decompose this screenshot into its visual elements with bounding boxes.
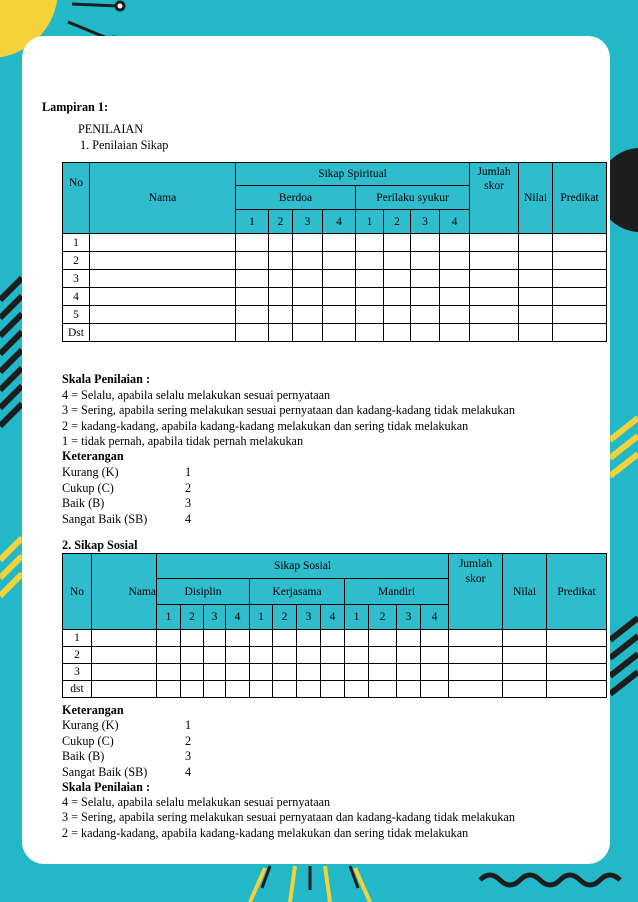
row-no: 1 xyxy=(63,630,92,647)
table-row xyxy=(63,324,607,342)
table-row xyxy=(63,630,607,647)
sikap-spiritual-table xyxy=(62,162,607,342)
score-header: 3 xyxy=(204,605,226,630)
col-no: No xyxy=(63,554,92,630)
skala-item: 1 = tidak pernah, apabila tidak pernah melakukan xyxy=(62,434,304,448)
skala-title: Skala Penilaian : xyxy=(62,780,151,794)
table-row xyxy=(63,306,607,324)
list-item: Baik (B) 3 xyxy=(62,496,192,510)
row-no: dst xyxy=(63,681,92,698)
sub-berdoa: Berdoa xyxy=(236,186,356,210)
score-header: 2 xyxy=(269,210,293,234)
table-row xyxy=(63,270,607,288)
sub-mandiri: Mandiri xyxy=(345,579,449,605)
table-row xyxy=(63,252,607,270)
score-header: 2 xyxy=(369,605,397,630)
row-no: 3 xyxy=(63,664,92,681)
col-nilai: Nilai xyxy=(519,163,553,234)
score-header: 2 xyxy=(384,210,411,234)
skala-item: 3 = Sering, apabila sering melakukan sesuai pernyataan dan kadang-kadang tidak melakukan xyxy=(62,810,515,824)
table-row xyxy=(63,647,607,664)
score-header: 4 xyxy=(226,605,250,630)
sosial-section-title: 2. Sikap Sosial xyxy=(62,538,138,552)
sikap-section-title: 1. Penilaian Sikap xyxy=(80,138,169,152)
list-item: Sangat Baik (SB) 4 xyxy=(62,764,192,779)
list-item: Cukup (C) 2 xyxy=(62,733,192,748)
row-no: 3 xyxy=(63,270,90,288)
col-no: No xyxy=(63,163,90,234)
score-header: 3 xyxy=(293,210,323,234)
col-nama: Nama xyxy=(90,163,236,234)
table-row xyxy=(63,664,607,681)
score-header: 1 xyxy=(157,605,181,630)
lampiran-heading: Lampiran 1: xyxy=(42,100,109,114)
sikap-sosial-table xyxy=(62,553,607,698)
sub-disiplin: Disiplin xyxy=(157,579,250,605)
left-stripes xyxy=(0,278,22,426)
list-item: Kurang (K) 1 xyxy=(62,465,192,479)
col-jumlah-skor: Jumlah skor xyxy=(470,163,519,234)
row-no: 5 xyxy=(63,306,90,324)
group-sikap-sosial: Sikap Sosial xyxy=(157,554,449,579)
keterangan-list xyxy=(62,465,262,529)
score-header: 2 xyxy=(181,605,204,630)
skala-item: 4 = Selalu, apabila selalu melakukan sesuai pernyataan xyxy=(62,388,331,402)
sub-kerjasama: Kerjasama xyxy=(250,579,345,605)
score-header: 4 xyxy=(323,210,356,234)
col-predikat: Predikat xyxy=(553,163,607,234)
score-header: 4 xyxy=(421,605,449,630)
col-nama: Nama xyxy=(92,554,157,630)
row-no: 2 xyxy=(63,647,92,664)
sub-perilaku-syukur: Perilaku syukur xyxy=(356,186,470,210)
score-header: 1 xyxy=(236,210,269,234)
list-item: Cukup (C) 2 xyxy=(62,480,192,495)
skala-title: Skala Penilaian : xyxy=(62,372,151,386)
col-predikat: Predikat xyxy=(547,554,607,630)
col-jumlah-skor: Jumlah skor xyxy=(449,554,503,630)
score-header: 1 xyxy=(250,605,273,630)
score-header: 4 xyxy=(321,605,345,630)
penilaian-heading: PENILAIAN xyxy=(78,122,143,136)
skala-item: 2 = kadang-kadang, apabila kadang-kadang melakukan dan sering tidak melakukan xyxy=(62,419,469,433)
score-header: 1 xyxy=(345,605,369,630)
row-no: 1 xyxy=(63,234,90,252)
list-item: Sangat Baik (SB) 4 xyxy=(62,511,192,526)
score-header: 4 xyxy=(440,210,470,234)
score-header: 3 xyxy=(297,605,321,630)
score-header: 1 xyxy=(356,210,384,234)
col-nilai: Nilai xyxy=(503,554,547,630)
score-header: 3 xyxy=(397,605,421,630)
table-row xyxy=(63,288,607,306)
group-sikap-spiritual: Sikap Spiritual xyxy=(236,163,470,186)
table-row xyxy=(63,234,607,252)
keterangan-title: Keterangan xyxy=(62,449,124,463)
skala-item: 3 = Sering, apabila sering melakukan sesuai pernyataan dan kadang-kadang tidak melakukan xyxy=(62,403,515,417)
keterangan-title: Keterangan xyxy=(62,703,124,717)
skala-item: 4 = Selalu, apabila selalu melakukan sesuai pernyataan xyxy=(62,795,331,809)
row-no: 2 xyxy=(63,252,90,270)
skala-item: 2 = kadang-kadang, apabila kadang-kadang melakukan dan sering tidak melakukan xyxy=(62,826,469,840)
keterangan-list xyxy=(62,718,262,782)
list-item: Kurang (K) 1 xyxy=(62,718,192,732)
row-no: 4 xyxy=(63,288,90,306)
list-item: Baik (B) 3 xyxy=(62,749,192,763)
table-row xyxy=(63,681,607,698)
score-header: 3 xyxy=(411,210,440,234)
row-no: Dst xyxy=(63,324,90,342)
score-header: 2 xyxy=(273,605,297,630)
